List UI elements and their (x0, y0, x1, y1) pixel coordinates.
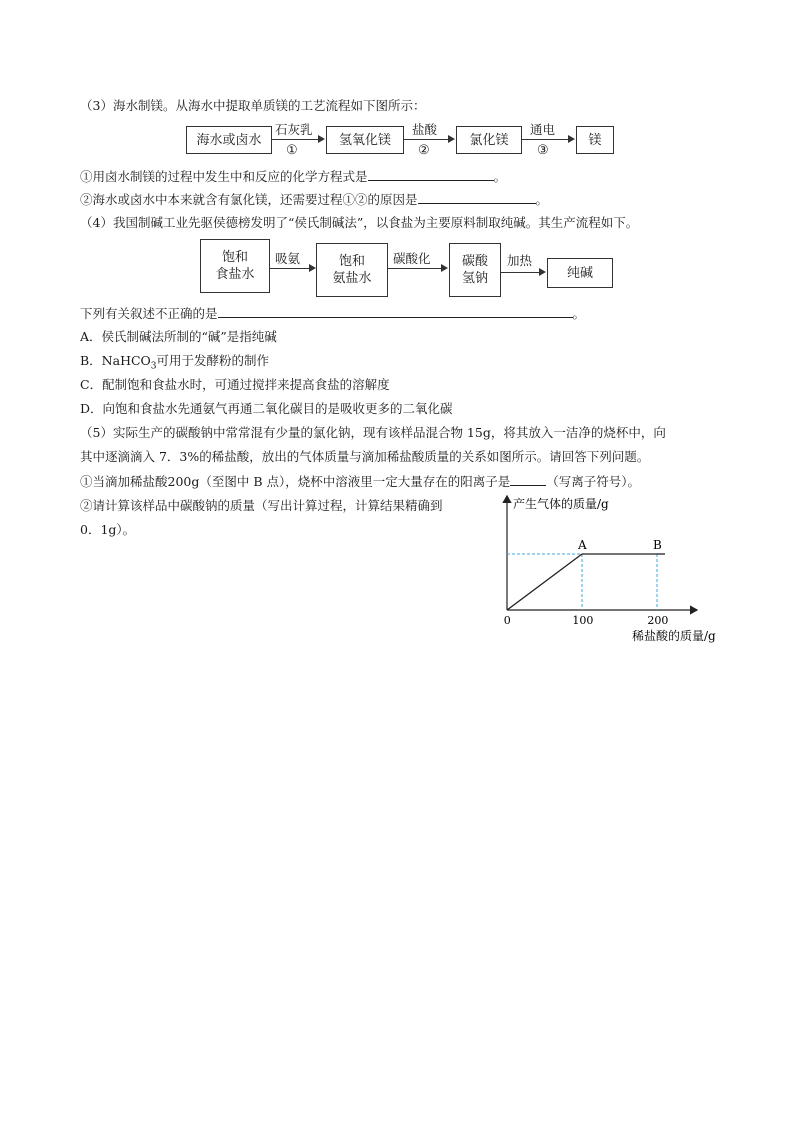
flow-arrow-label-top: 盐酸 (412, 122, 438, 137)
gas-mass-chart (495, 492, 725, 652)
option-b: B．NaHCO$_3$可用于发酵粉的制作 (80, 353, 270, 372)
flow-box-ammonia-brine: 饱和 氨盐水 (316, 243, 388, 297)
flow-arrow-label-bottom: ② (418, 143, 430, 158)
part3-question-1: ①用卤水制镁的过程中发生中和反应的化学方程式是 。 (80, 169, 507, 184)
x-tick-label: 0 (503, 614, 511, 627)
flow-box-brine: 饱和 食盐水 (200, 239, 270, 293)
arrow-right-icon (448, 135, 455, 143)
x-tick-label: 100 (572, 614, 594, 627)
answer-blank[interactable] (418, 191, 536, 204)
arrow-right-icon (318, 135, 325, 143)
part3-intro: （3）海水制镁。从海水中提取单质镁的工艺流程如下图所示： (80, 98, 426, 113)
arrow-right-icon (309, 264, 316, 272)
series-line-segment (507, 554, 582, 610)
flow-box-sodium-bicarbonate: 碳酸 氢钠 (449, 243, 501, 297)
flow-box-mg-chloride: 氯化镁 (456, 126, 522, 154)
flow-box-seawater: 海水或卤水 (186, 126, 272, 154)
answer-blank[interactable] (368, 168, 494, 181)
flow-arrow-label-bottom: ③ (537, 143, 549, 158)
flow-arrow-label-bottom: ① (286, 143, 298, 158)
flow-arrow-label: 吸氨 (275, 251, 301, 266)
arrow-right-icon (441, 264, 448, 272)
y-axis-label: 产生气体的质量/g (513, 497, 609, 511)
answer-blank[interactable] (510, 473, 546, 486)
arrow-right-icon (568, 135, 575, 143)
flow-arrow-label: 加热 (507, 253, 533, 268)
part5-intro-line2: 其中逐滴滴入 7．3%的稀盐酸，放出的气体质量与滴加稀盐酸质量的关系如图所示。请回答下列问题。 (80, 449, 650, 464)
point-label-a: A (578, 538, 587, 552)
point-label-b: B (653, 538, 662, 552)
option-c: C．配制饱和食盐水时，可通过搅拌来提高食盐的溶解度 (80, 377, 390, 392)
flow-arrow-label-top: 通电 (530, 122, 556, 137)
flow-box-magnesium: 镁 (576, 126, 614, 154)
flow-arrow-label: 碳酸化 (393, 251, 431, 266)
option-a: A．侯氏制碱法所制的“碱”是指纯碱 (80, 329, 277, 344)
part4-intro: （4）我国制碱工业先驱侯德榜发明了“侯氏制碱法”，以食盐为主要原料制取纯碱。其生产流程如下。 (80, 215, 639, 230)
part5-question-2: ②请计算该样品中碳酸钠的质量（写出计算过程，计算结果精确到 (80, 498, 443, 513)
arrow-right-icon (539, 268, 546, 276)
part5-question-1: ①当滴加稀盐酸200g（至图中 B 点），烧杯中溶液里一定大量存在的阳离子是 （写离子符号）。 (80, 474, 641, 489)
x-tick-label: 200 (647, 614, 669, 627)
answer-blank[interactable] (218, 305, 573, 318)
flow-arrow-label-top: 石灰乳 (275, 122, 313, 137)
part3-question-2: ②海水或卤水中本来就含有氯化镁，还需要过程①②的原因是 。 (80, 192, 549, 207)
x-axis-label: 稀盐酸的质量/g (632, 629, 716, 643)
part4-question: 下列有关叙述不正确的是 。 (80, 306, 586, 321)
flow-box-mg-hydroxide: 氢氧化镁 (326, 126, 404, 154)
part5-intro-line1: （5）实际生产的碳酸钠中常常混有少量的氯化钠，现有该样品混合物 15g，将其放入一洁净的烧杯中，向 (80, 425, 666, 440)
option-d: D．向饱和食盐水先通氨气再通二氧化碳目的是吸收更多的二氧化碳 (80, 401, 453, 416)
part5-question-2-cont: 0．1g）。 (80, 522, 136, 537)
flow-box-soda-ash: 纯碱 (547, 258, 613, 288)
